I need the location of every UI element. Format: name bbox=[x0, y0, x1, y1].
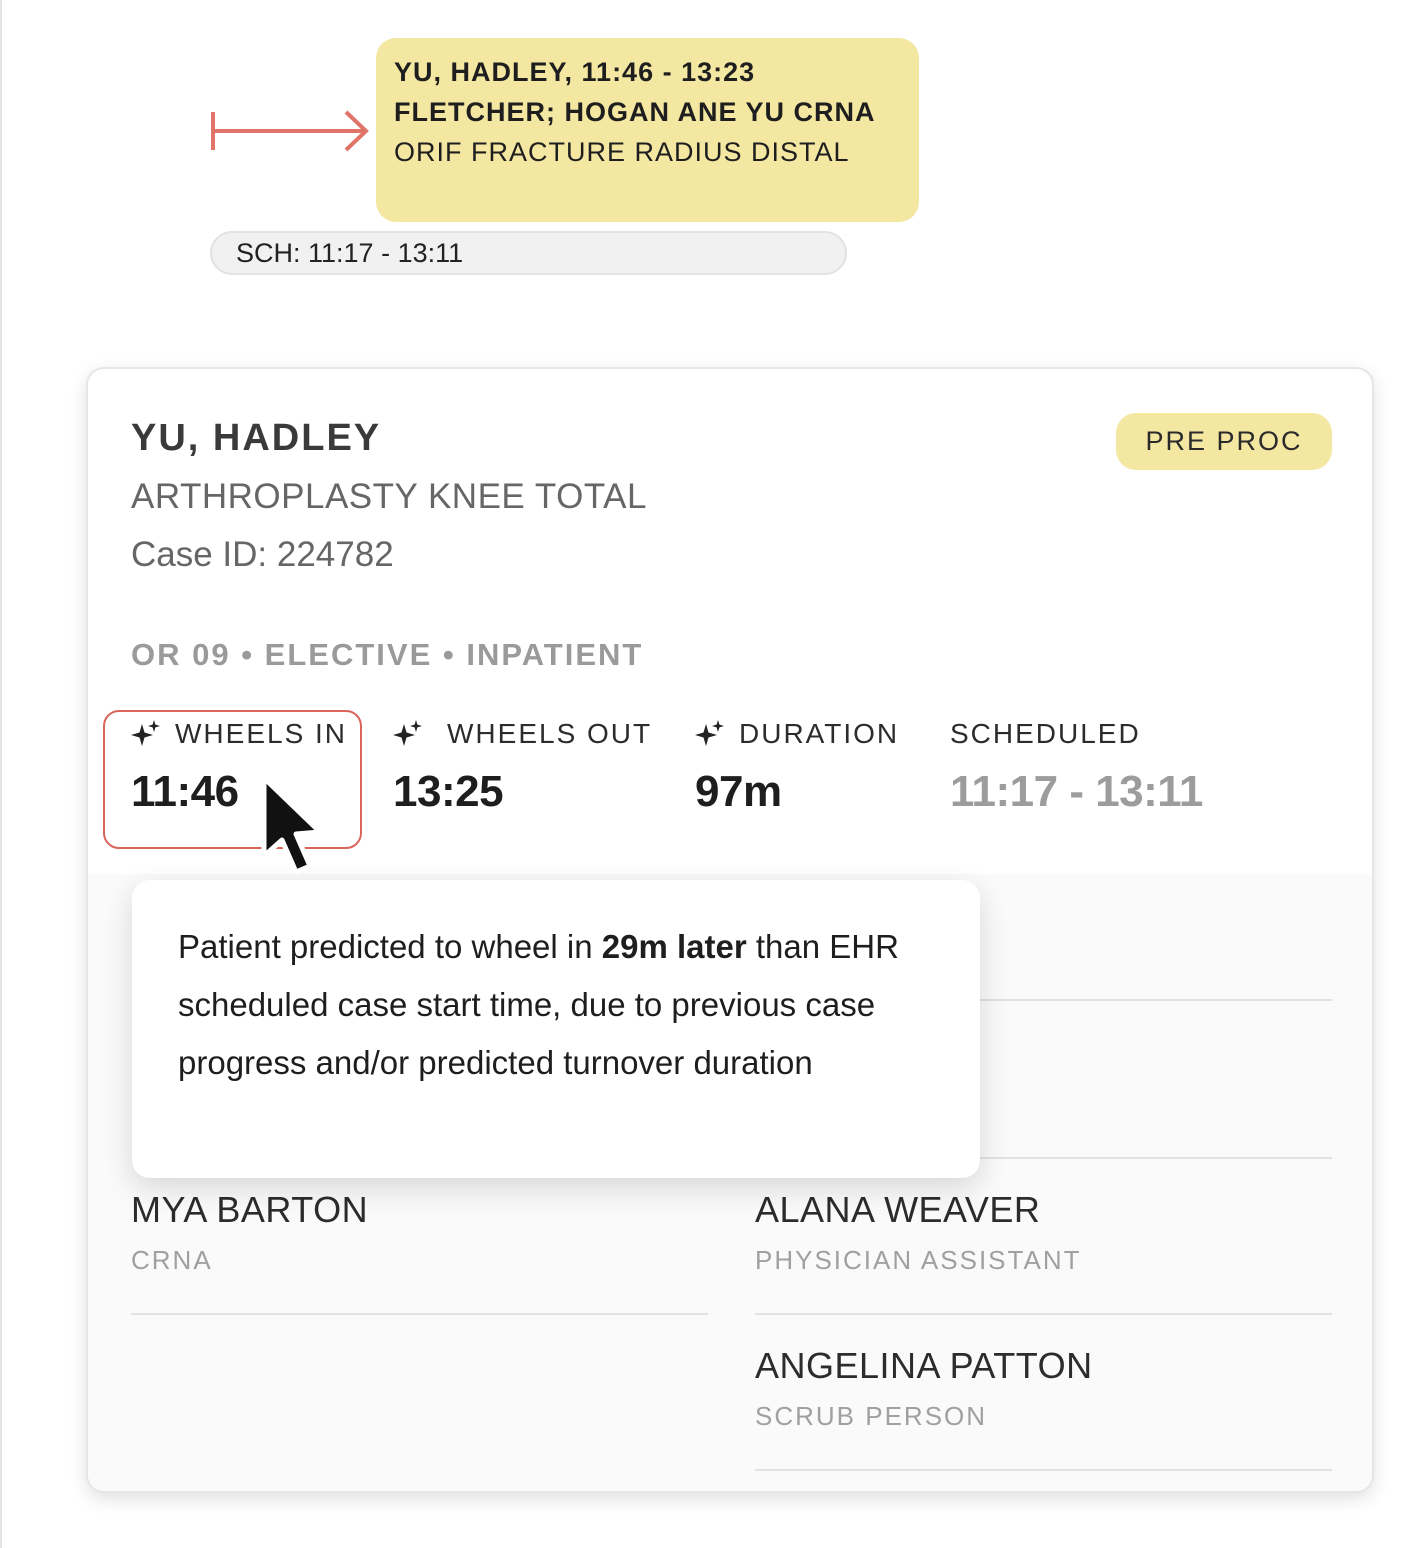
staff-divider bbox=[131, 1313, 708, 1315]
sparkle-icon bbox=[695, 719, 725, 749]
metric-scheduled bbox=[950, 709, 1203, 817]
staff-member bbox=[755, 1189, 1081, 1276]
tooltip-text-after: than EHR scheduled case start time, due to previous case progress and/or predicted turnover duration bbox=[178, 928, 899, 1081]
patient-name: YU, HADLEY bbox=[131, 417, 382, 459]
wheels-out-value: 13:25 bbox=[393, 767, 504, 816]
case-meta: OR 09 • ELECTIVE • INPATIENT bbox=[131, 637, 644, 672]
case-block-title: YU, HADLEY, 11:46 - 13:23 bbox=[394, 57, 756, 87]
wheels-out-label: WHEELS OUT bbox=[447, 718, 653, 749]
staff-divider bbox=[755, 1313, 1332, 1315]
case-block-procedure: ORIF FRACTURE RADIUS DISTAL bbox=[394, 137, 850, 167]
staff-name: MYA BARTON bbox=[131, 1189, 369, 1230]
tooltip-text-before: Patient predicted to wheel in bbox=[178, 928, 602, 965]
arrow-right-icon bbox=[206, 104, 376, 158]
staff-name: ANGELINA PATTON bbox=[755, 1345, 1093, 1386]
duration-value: 97m bbox=[695, 767, 782, 816]
mouse-cursor-icon bbox=[258, 774, 328, 878]
case-id: Case ID: 224782 bbox=[131, 535, 394, 574]
tooltip-bold-text: 29m later bbox=[601, 928, 747, 965]
staff-name: ALANA WEAVER bbox=[755, 1189, 1041, 1230]
left-edge-divider bbox=[0, 0, 2, 1548]
status-badge: PRE PROC bbox=[1116, 413, 1332, 470]
scheduled-label: SCHEDULED bbox=[950, 718, 1141, 749]
wheels-in-label: WHEELS IN bbox=[175, 718, 348, 749]
scheduled-time-pill: SCH: 11:17 - 13:11 bbox=[210, 231, 847, 275]
staff-divider bbox=[755, 1469, 1332, 1471]
timeline-case-block[interactable] bbox=[376, 38, 919, 222]
scheduled-value: 11:17 - 13:11 bbox=[950, 767, 1203, 816]
prediction-tooltip bbox=[132, 880, 980, 1178]
sparkle-icon bbox=[393, 719, 423, 749]
staff-member bbox=[131, 1189, 368, 1276]
staff-role: CRNA bbox=[131, 1245, 213, 1275]
metric-duration bbox=[695, 709, 899, 817]
sparkle-icon bbox=[131, 719, 161, 749]
procedure-name: ARTHROPLASTY KNEE TOTAL bbox=[131, 477, 647, 516]
duration-label: DURATION bbox=[739, 718, 900, 749]
staff-member bbox=[755, 1345, 1093, 1432]
wheels-in-value: 11:46 bbox=[131, 767, 239, 816]
case-block-staff: FLETCHER; HOGAN ANE YU CRNA bbox=[394, 97, 876, 127]
metric-wheels-out bbox=[393, 709, 652, 817]
staff-role: SCRUB PERSON bbox=[755, 1401, 988, 1431]
staff-role: PHYSICIAN ASSISTANT bbox=[755, 1245, 1082, 1275]
